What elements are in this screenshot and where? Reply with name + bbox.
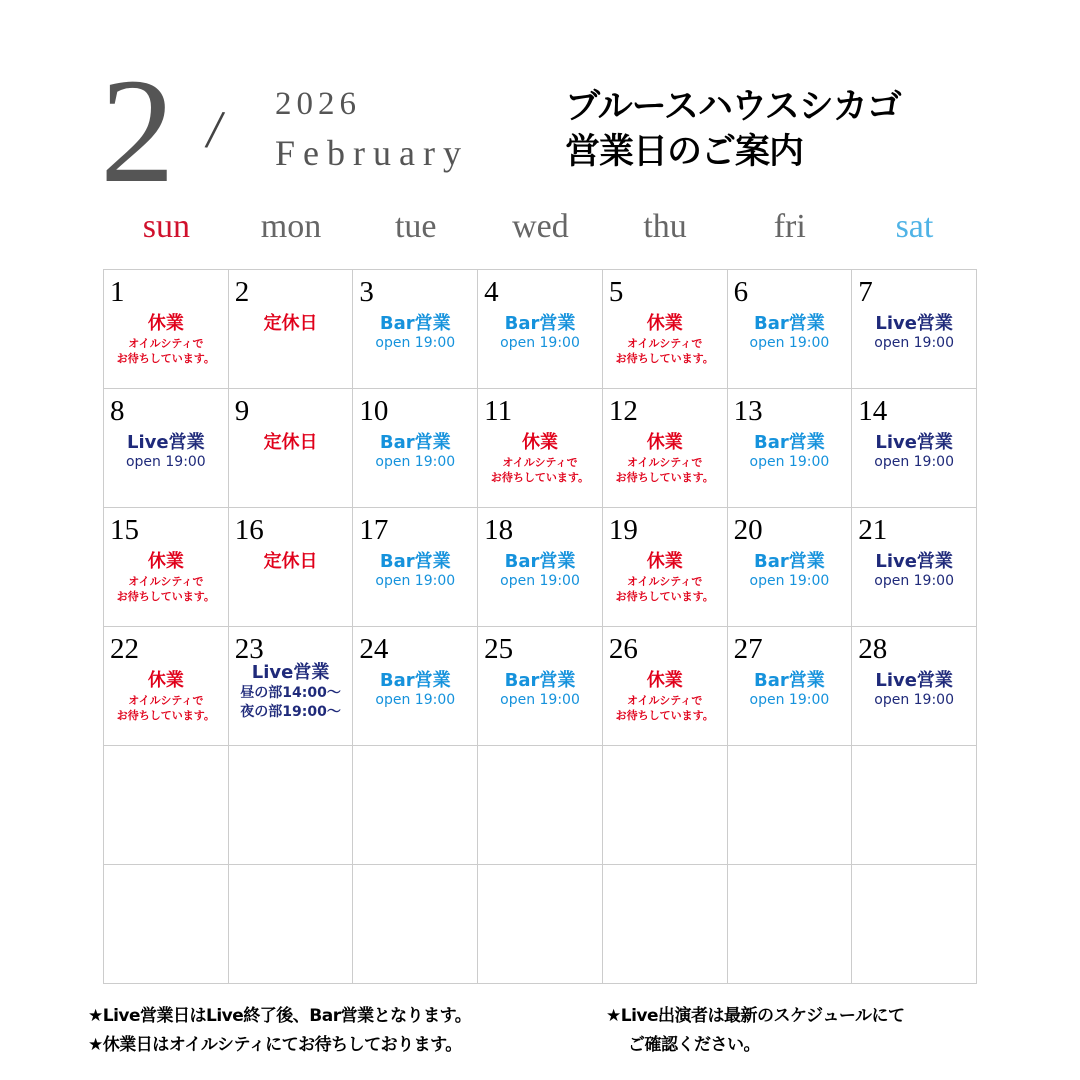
day-status: Bar営業 — [504, 670, 576, 691]
empty-day-cell — [852, 746, 977, 865]
day-status: 休業 — [646, 670, 683, 691]
day-number: 22 — [110, 633, 139, 665]
footer-note-performers: ★Live出演者は最新のスケジュールにて — [606, 1006, 905, 1026]
day-cell — [104, 270, 229, 389]
weekday-thu: thu — [643, 208, 687, 245]
day-number: 14 — [858, 395, 888, 427]
day-cell — [353, 508, 478, 627]
day-status: Bar営業 — [754, 551, 825, 572]
day-note: オイルシティで お待ちしています。 — [615, 694, 714, 722]
footer-note-live: ★Live営業日はLive終了後、Bar営業となります。 — [88, 1006, 472, 1026]
day-cell — [852, 270, 977, 389]
page-title — [565, 85, 901, 175]
day-cell — [728, 627, 853, 746]
day-status: 休業 — [147, 551, 184, 572]
day-cell — [603, 270, 728, 389]
day-status: 休業 — [646, 551, 683, 572]
title-line-venue: ブルースハウスシカゴ — [565, 87, 901, 127]
day-number: 21 — [858, 514, 888, 546]
day-note: open 19:00 — [375, 573, 456, 589]
empty-day-cell — [478, 865, 603, 984]
day-note: オイルシティで お待ちしています。 — [116, 575, 215, 603]
day-number: 4 — [484, 276, 499, 308]
weekday-tue: tue — [394, 208, 437, 245]
day-status: 定休日 — [263, 313, 318, 334]
weekday-header-row — [104, 208, 977, 258]
day-number: 2 — [234, 276, 250, 308]
day-note: open 19:00 — [874, 573, 954, 589]
day-number: 10 — [359, 395, 389, 427]
day-status: Live営業 — [251, 662, 330, 683]
day-cell — [104, 389, 229, 508]
day-note: open 19:00 — [375, 454, 456, 470]
weekday-mon: mon — [260, 208, 322, 245]
empty-day-cell — [728, 746, 853, 865]
day-status: Bar営業 — [504, 551, 576, 572]
day-number: 16 — [234, 514, 264, 546]
day-cell — [728, 508, 853, 627]
weekday-fri: fri — [773, 208, 806, 245]
day-note: オイルシティで お待ちしています。 — [615, 456, 714, 484]
day-cell — [603, 508, 728, 627]
day-status: 休業 — [147, 670, 184, 691]
empty-day-cell — [478, 746, 603, 865]
day-status: Live営業 — [875, 313, 953, 334]
day-status: Bar営業 — [754, 432, 825, 453]
day-number: 3 — [359, 276, 374, 308]
day-note: オイルシティで お待ちしています。 — [615, 337, 714, 365]
footer-notes-left — [88, 1002, 471, 1060]
empty-day-cell — [603, 865, 728, 984]
day-number: 19 — [608, 514, 638, 546]
day-status: 休業 — [646, 313, 683, 334]
day-number: 5 — [608, 276, 624, 308]
day-number: 17 — [359, 514, 389, 546]
month-number: 2 — [100, 48, 175, 214]
day-cell — [353, 627, 478, 746]
empty-day-cell — [353, 865, 478, 984]
weekday-wed: wed — [512, 208, 569, 245]
day-note: open 19:00 — [500, 692, 580, 708]
day-cell — [229, 270, 354, 389]
day-status: Live営業 — [875, 432, 953, 453]
empty-day-cell — [852, 865, 977, 984]
day-number: 25 — [484, 633, 514, 665]
day-number: 18 — [484, 514, 514, 546]
day-cell — [229, 627, 354, 746]
day-note: オイルシティで お待ちしています。 — [615, 575, 714, 603]
footer-note-closed: ★休業日はオイルシティにてお待ちしております。 — [88, 1035, 462, 1055]
empty-day-cell — [229, 865, 354, 984]
day-note: open 19:00 — [749, 335, 830, 351]
day-cell — [728, 389, 853, 508]
day-note: open 19:00 — [749, 454, 830, 470]
day-cell — [603, 627, 728, 746]
day-status: 定休日 — [263, 551, 318, 572]
day-number: 7 — [858, 276, 873, 308]
day-number: 9 — [234, 395, 250, 427]
day-status: Live営業 — [875, 670, 953, 691]
day-cell — [353, 270, 478, 389]
day-note: オイルシティで お待ちしています。 — [116, 337, 215, 365]
day-status: Bar営業 — [379, 670, 451, 691]
day-note: open 19:00 — [500, 335, 580, 351]
empty-day-cell — [104, 865, 229, 984]
day-status: 休業 — [646, 432, 683, 453]
day-cell — [353, 389, 478, 508]
weekday-sat: sat — [895, 208, 934, 245]
day-note: 昼の部14:00～ 夜の部19:00～ — [240, 685, 341, 720]
day-note: open 19:00 — [874, 335, 954, 351]
day-status: Bar営業 — [754, 670, 825, 691]
empty-day-cell — [728, 865, 853, 984]
day-cell — [478, 389, 603, 508]
day-cell — [728, 270, 853, 389]
day-number: 15 — [110, 514, 139, 546]
day-cell — [478, 270, 603, 389]
day-cell — [104, 508, 229, 627]
day-status: Live営業 — [875, 551, 953, 572]
day-cell — [852, 627, 977, 746]
date-separator: / — [202, 98, 227, 162]
day-number: 24 — [359, 633, 389, 665]
day-cell — [229, 389, 354, 508]
year-label: 2026 — [275, 86, 361, 122]
day-number: 8 — [110, 395, 125, 427]
day-status: Bar営業 — [379, 551, 451, 572]
day-status: Bar営業 — [504, 313, 576, 334]
day-status: Bar営業 — [754, 313, 825, 334]
footer-note-confirm: ご確認ください。 — [628, 1035, 760, 1055]
day-number: 13 — [733, 395, 763, 427]
day-cell — [603, 389, 728, 508]
day-note: open 19:00 — [375, 335, 456, 351]
day-cell — [478, 627, 603, 746]
day-number: 20 — [733, 514, 763, 546]
empty-day-cell — [353, 746, 478, 865]
day-note: open 19:00 — [125, 454, 206, 470]
day-number: 23 — [234, 633, 264, 665]
day-status: 定休日 — [263, 432, 318, 453]
day-note: open 19:00 — [874, 454, 954, 470]
day-cell — [852, 389, 977, 508]
day-number: 6 — [733, 276, 749, 308]
day-cell — [229, 508, 354, 627]
day-note: オイルシティで お待ちしています。 — [490, 456, 590, 484]
empty-day-cell — [104, 746, 229, 865]
day-number: 27 — [733, 633, 763, 665]
month-name-label: February — [275, 133, 469, 173]
day-note: open 19:00 — [749, 573, 830, 589]
day-status: Bar営業 — [379, 313, 451, 334]
title-line-schedule: 営業日のご案内 — [565, 132, 804, 172]
day-note: open 19:00 — [500, 573, 580, 589]
empty-day-cell — [229, 746, 354, 865]
day-number: 1 — [110, 276, 125, 308]
day-number: 26 — [608, 633, 638, 665]
empty-day-cell — [603, 746, 728, 865]
weekday-sun: sun — [142, 208, 190, 245]
day-number: 12 — [608, 395, 638, 427]
day-status: Live営業 — [127, 432, 205, 453]
day-number: 28 — [858, 633, 888, 665]
calendar-grid — [103, 269, 977, 984]
day-note: open 19:00 — [375, 692, 456, 708]
day-status: 休業 — [521, 432, 558, 453]
day-cell — [852, 508, 977, 627]
day-cell — [104, 627, 229, 746]
day-note: オイルシティで お待ちしています。 — [116, 694, 215, 722]
footer-notes-right — [606, 1002, 905, 1060]
day-note: open 19:00 — [749, 692, 830, 708]
day-note: open 19:00 — [874, 692, 954, 708]
day-cell — [478, 508, 603, 627]
day-status: 休業 — [147, 313, 184, 334]
day-status: Bar営業 — [379, 432, 451, 453]
day-number: 11 — [484, 395, 513, 427]
